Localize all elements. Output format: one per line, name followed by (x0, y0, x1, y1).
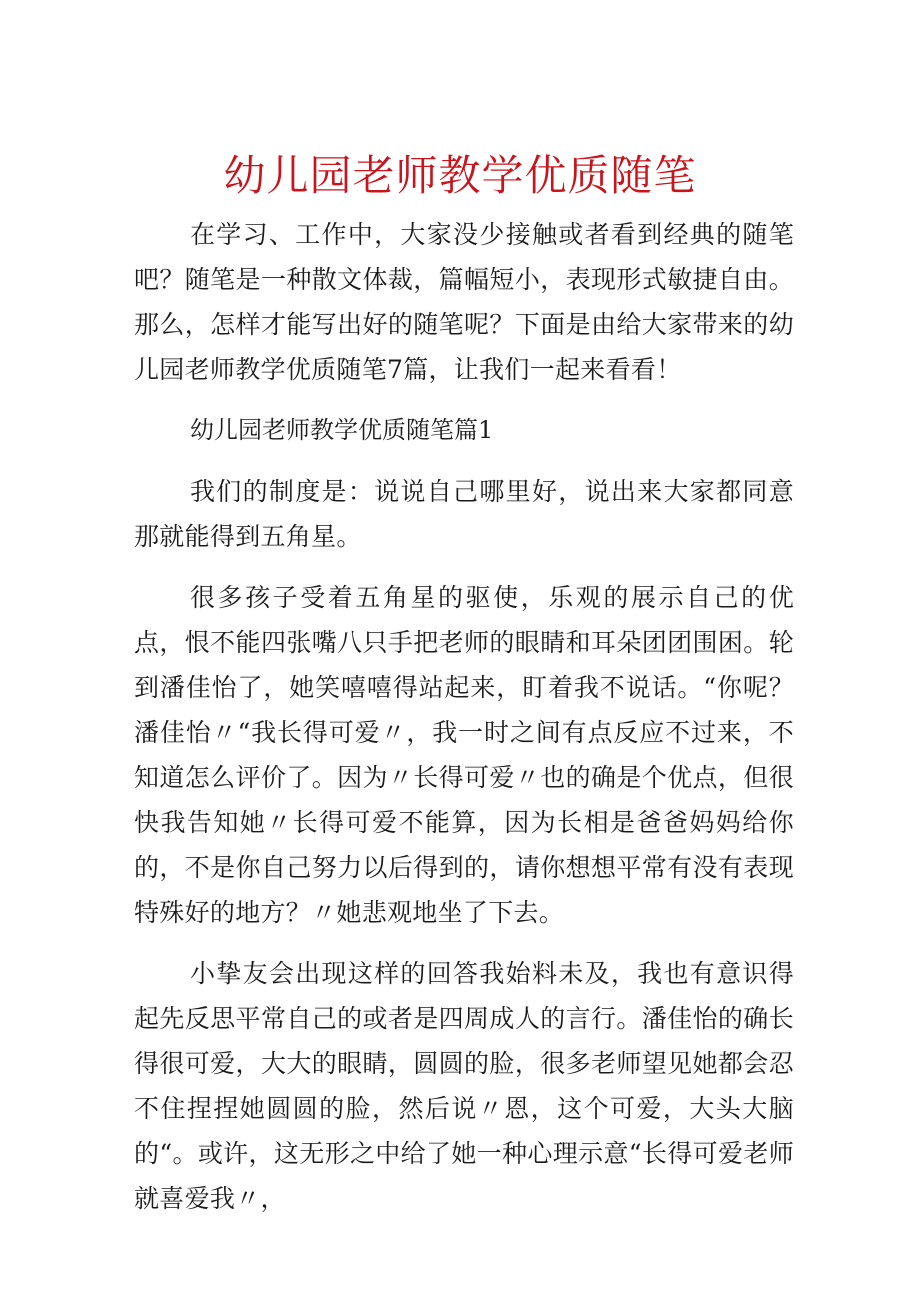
document-body (134, 212, 794, 1221)
body-paragraph-2: 很多孩子受着五角星的驱使，乐观的展示自己的优点，恨不能四张嘴八只手把老师的眼睛和耳朵团团围困。轮到潘佳怡了，她笑嘻嘻得站起来，盯着我不说话。“你呢？潘佳怡〃“我长得可爱〃，我一时之间有点反应不过来，不知道怎么评价了。因为〃长得可爱〃也的确是个优点，但很快我告知她〃长得可爱不能算，因为长相是爸爸妈妈给你的，不是你自己努力以后得到的，请你想想平常有没有表现特殊好的地方？〃她悲观地坐了下去。 (134, 583, 794, 927)
document-title: 幼儿园老师教学优质随笔 (223, 151, 697, 200)
intro-paragraph: 在学习、工作中，大家没少接触或者看到经典的随笔吧？随笔是一种散文体裁，篇幅短小，表现形式敏捷自由。那么，怎样才能写出好的随笔呢？下面是由给大家带来的幼儿园老师教学优质随笔7篇，让我们一起来看看！ (134, 220, 794, 384)
body-paragraph-3: 小挚友会出现这样的回答我始料未及，我也有意识得起先反思平常自己的或者是四周成人的言行。潘佳怡的确长得很可爱，大大的眼睛，圆圆的脸，很多老师望见她都会忍不住捏捏她圆圆的脸，然后说〃恩，这个可爱，大头大脑的“。或许，这无形之中给了她一种心理示意“长得可爱老师就喜爱我〃， (134, 959, 794, 1213)
body-paragraph-1: 我们的制度是：说说自己哪里好，说出来大家都同意那就能得到五角星。 (134, 477, 794, 551)
section-heading: 幼儿园老师教学优质随笔篇1 (190, 416, 494, 444)
